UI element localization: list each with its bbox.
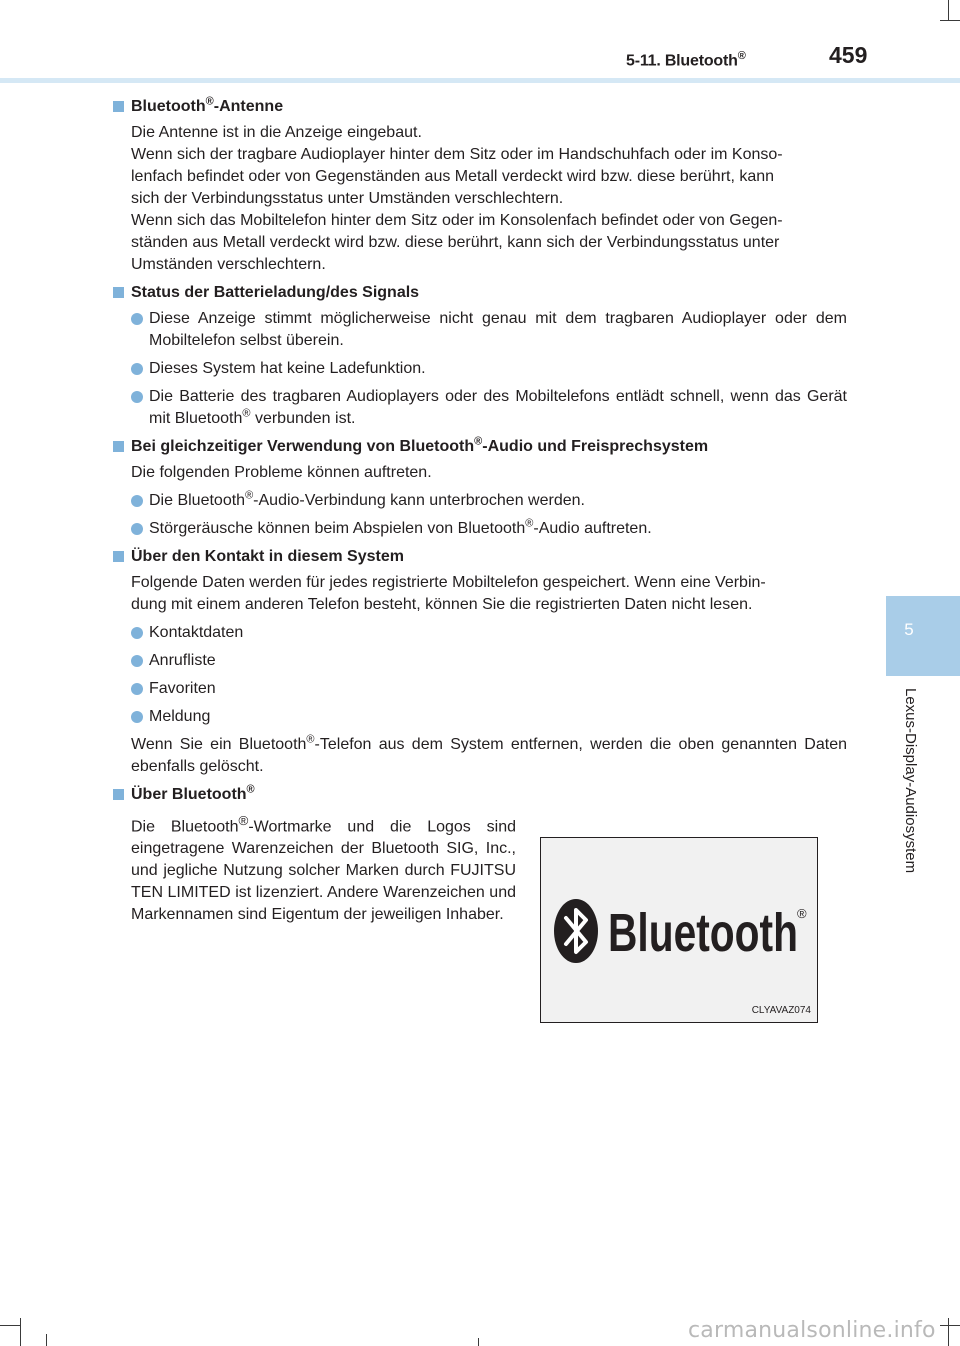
circle-bullet-icon <box>131 683 143 695</box>
paragraph: Folgende Daten werden für jedes registrierte Mobiltelefon gespeichert. Wenn eine Verbin- dung mit einem anderen Telefon besteht, können Sie die registrierten Daten nicht lesen. <box>131 574 766 613</box>
circle-bullet-icon <box>131 495 143 507</box>
square-bullet-icon <box>113 287 124 298</box>
chapter-tab <box>886 596 960 676</box>
square-bullet-icon <box>113 441 124 452</box>
square-bullet-icon <box>113 789 124 800</box>
crop-mark <box>948 0 949 20</box>
bluetooth-logo <box>541 838 817 1022</box>
circle-bullet-icon <box>131 523 143 535</box>
list-item: Die Batterie des tragbaren Audioplayers oder des Mobiltelefons entlädt schnell, wenn das Gerät mit Bluetooth® verbunden ist. <box>131 386 847 430</box>
figure-caption: CLYAVAZ074 <box>751 1005 811 1016</box>
list-item: Diese Anzeige stimmt möglicherweise nicht genau mit dem tragbaren Audioplayer oder dem Mobiltelefon selbst überein. <box>131 308 847 352</box>
section-heading: Über Bluetooth® <box>113 784 847 806</box>
section-heading: Status der Batterieladung/des Signals <box>113 282 847 304</box>
chapter-number: 5 <box>904 620 914 639</box>
registered-mark: ® <box>797 906 807 921</box>
page-number: 459 <box>829 42 868 68</box>
list-item: Favoriten <box>131 678 847 700</box>
header-bar <box>0 78 960 83</box>
crop-mark <box>948 1318 949 1346</box>
section-heading: Bluetooth®-Antenne <box>113 96 847 118</box>
list-item: Dieses System hat keine Ladefunktion. <box>131 358 847 380</box>
crop-mark <box>20 1318 21 1346</box>
list-item: Meldung <box>131 706 847 728</box>
watermark: carmanualsonline.info <box>688 1318 936 1343</box>
paragraph: Wenn Sie ein Bluetooth®-Telefon aus dem System entfernen, werden die oben genannten Daten ebenfalls gelöscht. <box>131 733 847 775</box>
section-heading: Bei gleichzeitiger Verwendung von Bluetooth®-Audio und Freisprechsystem <box>113 436 847 458</box>
crop-mark <box>46 1334 47 1346</box>
chapter-label: Lexus-Display-Audiosystem <box>902 688 919 874</box>
section-title: 5-11. Bluetooth® <box>626 50 746 70</box>
circle-bullet-icon <box>131 711 143 723</box>
paragraph: Die folgenden Probleme können auftreten. <box>131 464 432 481</box>
section-heading: Über den Kontakt in diesem System <box>113 546 847 568</box>
circle-bullet-icon <box>131 363 143 375</box>
list-item: Die Bluetooth®-Audio-Verbindung kann unterbrochen werden. <box>131 490 847 512</box>
paragraph: Die Antenne ist in die Anzeige eingebaut. Wenn sich der tragbare Audioplayer hinter dem Sitz oder im Handschuhfach oder im Konso- lenfach befindet oder von Gegenständen aus Metall verdeckt wird bzw. diese berührt, kann sich der Verbindungsstatus unter Umständen verschlechtern. Wenn sich das Mobiltelefon hinter dem Sitz oder im Konsolenfach befindet oder von Gegen- ständen aus Metall verdeckt wird bzw. diese berührt, kann sich der Verbindungsstatus unter Umständen verschlechtern. <box>131 124 783 273</box>
list-item: Störgeräusche können beim Abspielen von Bluetooth®-Audio auftreten. <box>131 518 847 540</box>
section-antenna <box>113 96 847 276</box>
section-simultaneous-use <box>113 436 847 540</box>
list-item: Anrufliste <box>131 650 847 672</box>
circle-bullet-icon <box>131 655 143 667</box>
list-item: Kontaktdaten <box>131 622 847 644</box>
circle-bullet-icon <box>131 391 143 403</box>
crop-mark <box>0 1325 20 1326</box>
crop-mark <box>478 1338 479 1346</box>
crop-mark <box>940 20 960 21</box>
main-content <box>113 96 847 931</box>
crop-mark <box>940 1325 960 1326</box>
circle-bullet-icon <box>131 313 143 325</box>
square-bullet-icon <box>113 101 124 112</box>
section-contact <box>113 546 847 778</box>
square-bullet-icon <box>113 551 124 562</box>
bluetooth-wordmark: Bluetooth <box>608 903 798 963</box>
bluetooth-logo-figure <box>540 837 818 1023</box>
paragraph: Die Bluetooth®-Wortmarke und die Logos sind eingetragene Warenzeichen der Bluetooth SIG, Inc., und jegliche Nutzung solcher Marken durch FUJITSU TEN LIMITED ist lizenziert. Andere Warenzeichen und Markennamen sind Eigentum der jeweiligen Inhaber. <box>131 813 517 924</box>
section-battery <box>113 282 847 430</box>
circle-bullet-icon <box>131 627 143 639</box>
